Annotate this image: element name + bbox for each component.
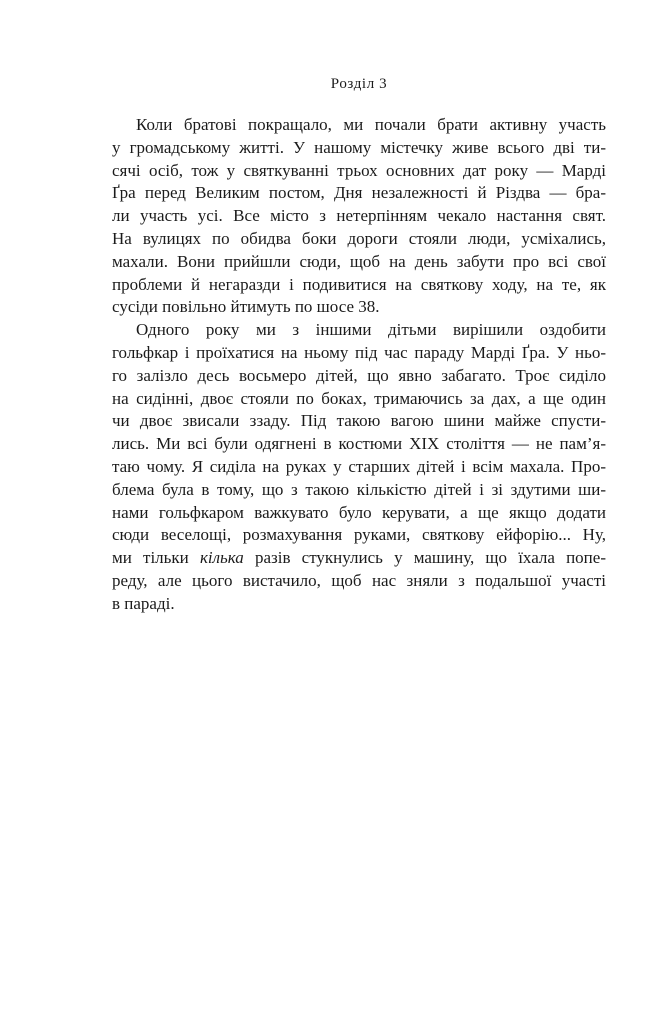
text-line: нами гольфкаром важкувато було керувати, а ще якщо додати — [112, 502, 606, 522]
text-line: проблеми й негаразди і подивитися на святкову ходу, на те, як — [112, 274, 606, 294]
text-line: сусіди повільно йтимуть по шосе 38. — [112, 297, 380, 317]
text-line: у громадському житті. У нашому містечку живе всього дві ти- — [112, 137, 606, 157]
text-line: На вулицях по обидва боки дороги стояли люди, усміхались, — [112, 228, 606, 248]
text-line: ли участь усі. Все місто з нетерпінням чекало настання свят. — [112, 206, 606, 226]
text-line: Коли братові покращало, ми почали брати активну участь — [136, 115, 606, 134]
text-line: Ґра перед Великим постом, Дня незалежності й Різдва — бра- — [112, 183, 606, 203]
text-line: махали. Вони прийшли сюди, щоб на день забути про всі свої — [112, 251, 606, 271]
text-line: ми тільки кілька разів стукнулись у машину, що їхала попе- — [112, 548, 606, 568]
text-line: Одного року ми з іншими дітьми вирішили оздобити — [136, 320, 606, 340]
text-line: гольфкар і проїхатися на ньому під час параду Марді Ґра. У ньо- — [112, 342, 606, 362]
text-line: блема була в тому, що з такою кількістю дітей і зі здутими ши- — [112, 479, 606, 499]
chapter-heading: Розділ 3 — [330, 76, 388, 92]
text-line: лись. Ми всі були одягнені в костюми XIX століття — не пам’я- — [112, 434, 606, 454]
text-line: таю чому. Я сиділа на руках у старших дітей і всім махала. Про- — [112, 456, 606, 476]
text-line: го залізло десь восьмеро дітей, що явно забагато. Троє сиділо — [112, 365, 606, 385]
text-line: на сидінні, двоє стояли по боках, тримаючись за дах, а ще один — [112, 388, 606, 408]
text-line: в параді. — [112, 593, 175, 613]
text-line: чи двоє звисали ззаду. Під такою вагою шини майже спусти- — [112, 411, 606, 431]
text-line: реду, але цього вистачило, щоб нас зняли з подальшої участі — [112, 570, 606, 590]
text-line: сячі осіб, тож у святкуванні трьох основних дат року — Марді — [112, 160, 606, 180]
body-text — [112, 114, 606, 616]
text-line: сюди веселощі, розмахування руками, святкову ейфорію... Ну, — [112, 525, 606, 545]
